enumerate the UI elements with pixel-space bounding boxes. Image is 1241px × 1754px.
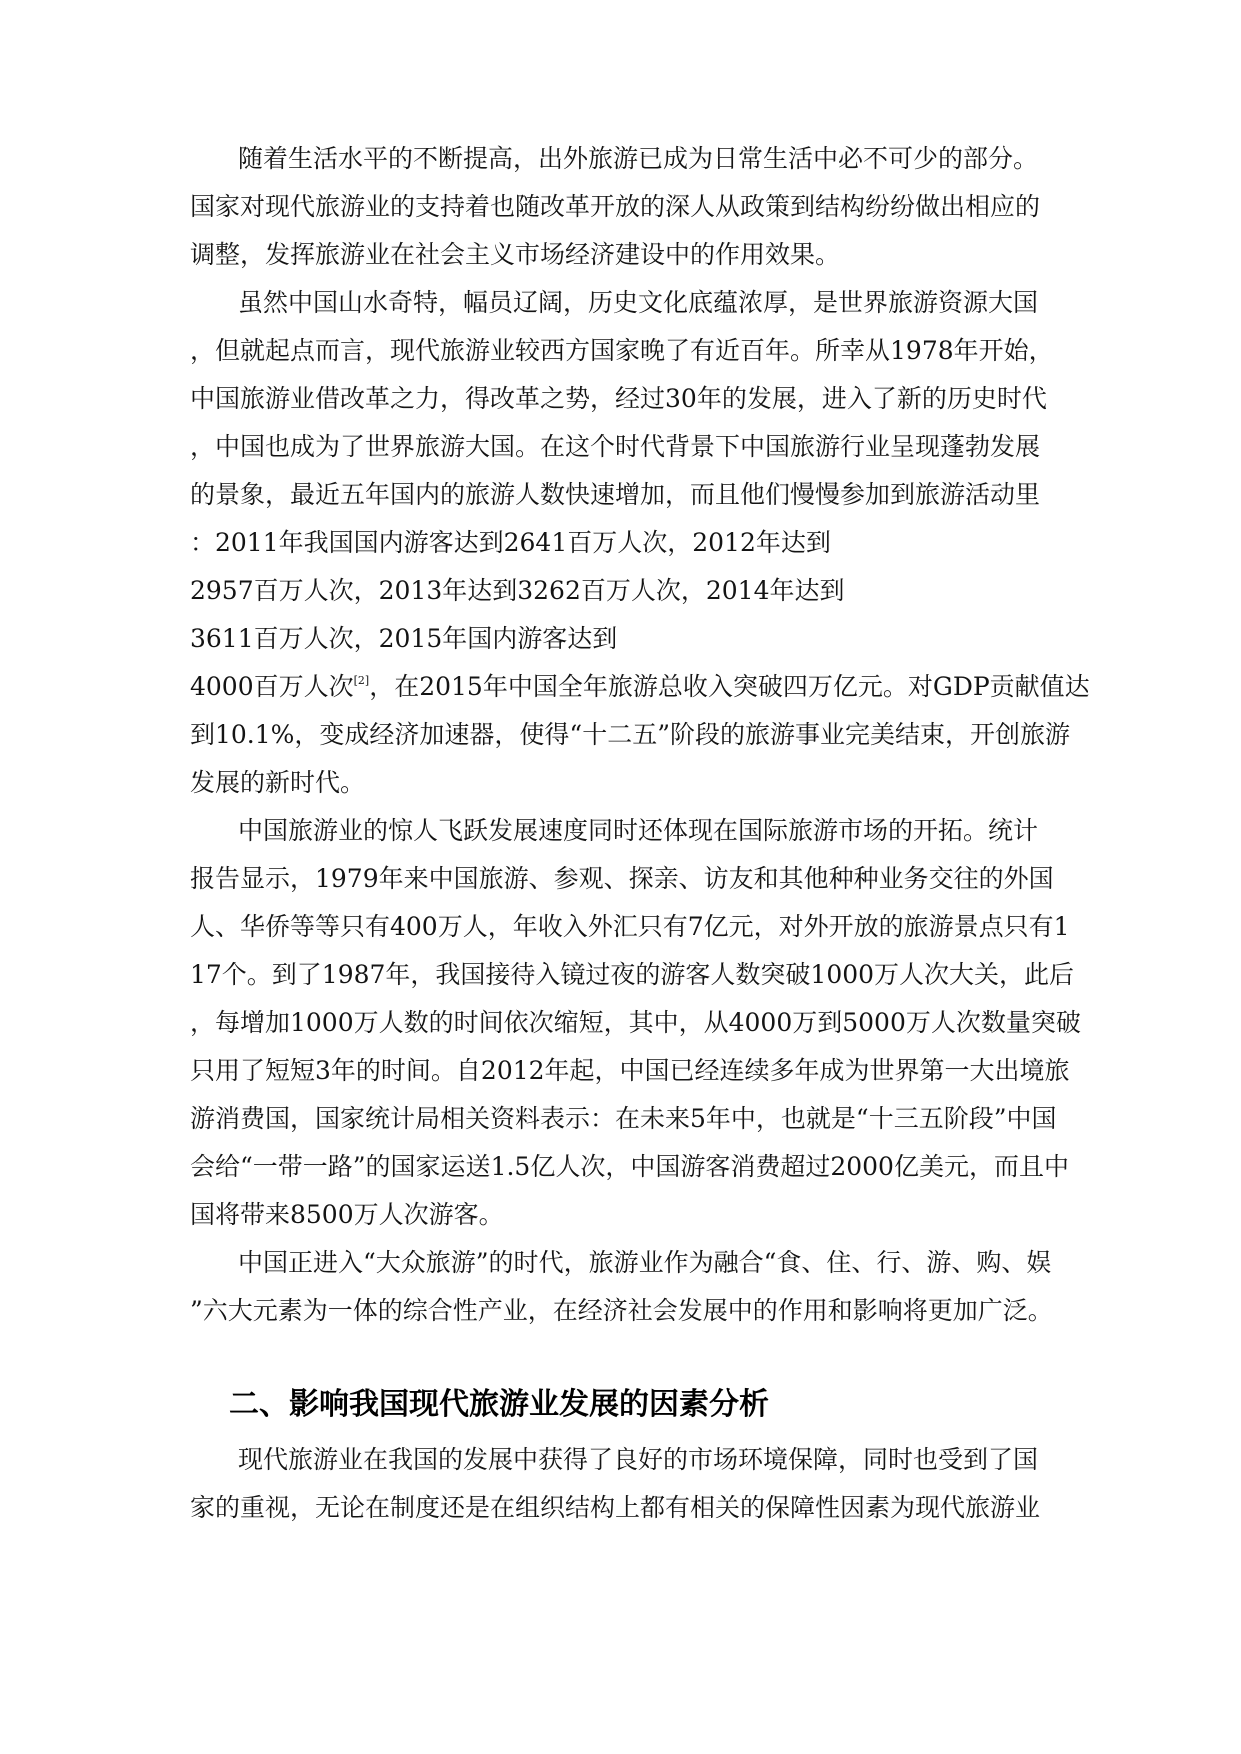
text-line: ，每增加1000万人数的时间依次缩短，其中，从4000万到5000万人次数量突破	[190, 1008, 1081, 1037]
text-line: 发展的新时代。	[190, 768, 366, 797]
text-line: ”六大元素为一体的综合性产业，在经济社会发展中的作用和影响将更加广泛。	[190, 1296, 1053, 1325]
text-line: ，中国也成为了世界旅游大国。在这个时代背景下中国旅游行业呈现蓬勃发展	[190, 432, 1041, 461]
text-line: 3611百万人次，2015年国内游客达到	[190, 624, 618, 653]
text-line: 到10.1%，变成经济加速器，使得“十二五”阶段的旅游事业完美结束，开创旅游	[190, 720, 1070, 749]
text-line: 17个。到了1987年，我国接待入镜过夜的游客人数突破1000万人次大关，此后	[190, 960, 1075, 989]
text-line: 随着生活水平的不断提高，出外旅游已成为日常生活中必不可少的部分。	[238, 144, 1039, 173]
text-segment: ，在2015年中国全年旅游总收入突破四万亿元。对GDP贡献值达	[369, 672, 1090, 701]
text-line	[190, 670, 1090, 704]
text-line: ，但就起点而言，现代旅游业较西方国家晚了有近百年。所幸从1978年开始，	[190, 336, 1054, 365]
text-line: 报告显示，1979年来中国旅游、参观、探亲、访友和其他种种业务交往的外国	[190, 864, 1054, 893]
text-line: 的景象，最近五年国内的旅游人数快速增加，而且他们慢慢参加到旅游活动里	[190, 480, 1041, 509]
text-line: 2957百万人次，2013年达到3262百万人次，2014年达到	[190, 576, 845, 605]
text-line: 中国旅游业的惊人飞跃发展速度同时还体现在国际旅游市场的开拓。统计	[238, 816, 1039, 845]
section-heading: 二、影响我国现代旅游业发展的因素分析	[229, 1387, 769, 1422]
text-line: 只用了短短3年的时间。自2012年起，中国已经连续多年成为世界第一大出境旅	[190, 1056, 1070, 1085]
text-line: 国将带来8500万人次游客。	[190, 1200, 504, 1229]
text-line: 中国正进入“大众旅游”的时代，旅游业作为融合“食、住、行、游、购、娱	[238, 1248, 1052, 1277]
text-line: 人、华侨等等只有400万人，年收入外汇只有7亿元，对外开放的旅游景点只有1	[190, 912, 1070, 941]
text-line: 国家对现代旅游业的支持着也随改革开放的深人从政策到结构纷纷做出相应的	[190, 192, 1041, 221]
text-line: 游消费国，国家统计局相关资料表示：在未来5年中，也就是“十三五阶段”中国	[190, 1104, 1057, 1133]
text-line: 会给“一带一路”的国家运送1.5亿人次，中国游客消费超过2000亿美元，而且中	[190, 1152, 1069, 1181]
text-line: ：2011年我国国内游客达到2641百万人次，2012年达到	[190, 528, 831, 557]
text-segment: 4000百万人次	[190, 672, 354, 701]
citation-marker: [2]	[353, 674, 370, 687]
text-line: 中国旅游业借改革之力，得改革之势，经过30年的发展，进入了新的历史时代	[190, 384, 1047, 413]
text-line: 现代旅游业在我国的发展中获得了良好的市场环境保障，同时也受到了国	[238, 1445, 1039, 1474]
text-line: 家的重视，无论在制度还是在组织结构上都有相关的保障性因素为现代旅游业	[190, 1493, 1041, 1522]
text-line: 调整，发挥旅游业在社会主义市场经济建设中的作用效果。	[190, 240, 841, 269]
text-line: 虽然中国山水奇特，幅员辽阔，历史文化底蕴浓厚，是世界旅游资源大国	[238, 288, 1039, 317]
